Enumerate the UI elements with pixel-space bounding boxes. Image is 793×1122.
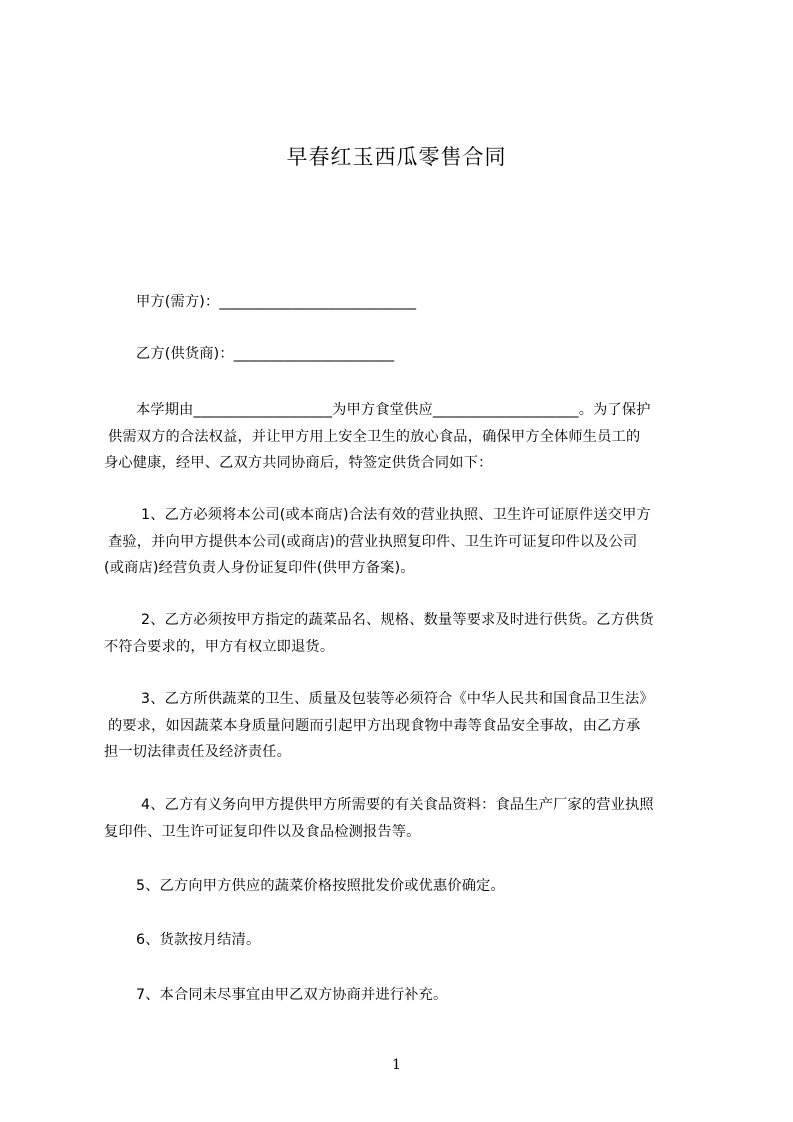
clause-7: 7、本合同未尽事宜由甲乙双方协商并进行补充。 bbox=[136, 987, 448, 1003]
page-number: 1 bbox=[392, 1057, 401, 1073]
party-a-line: 甲方(需方)：___________________________ bbox=[136, 294, 417, 310]
clause-4-line-1: 4、乙方有义务向甲方提供甲方所需要的有关食品资料：食品生产厂家的营业执照 bbox=[141, 797, 654, 813]
clause-1-line-2: 查验，并向甲方提供本公司(或商店)的营业执照复印件、卫生许可证复印件以及公司 bbox=[108, 534, 638, 550]
clause-1-line-3: (或商店)经营负责人身份证复印件(供甲方备案)。 bbox=[104, 560, 415, 576]
clause-3-line-2: 的要求，如因蔬菜本身质量问题而引起甲方出现食物中毒等食品安全事故，由乙方承 bbox=[108, 718, 641, 734]
clause-5: 5、乙方向甲方供应的蔬菜价格按照批发价或优惠价确定。 bbox=[136, 878, 505, 894]
intro-line-3: 身心健康，经甲、乙双方共同协商后，特签定供货合同如下： bbox=[104, 455, 493, 471]
party-b-line: 乙方(供货商)：______________________ bbox=[136, 346, 395, 362]
intro-line-2: 供需双方的合法权益，并让甲方用上安全卫生的放心食品，确保甲方全体师生员工的 bbox=[108, 429, 641, 445]
page-title: 早春红玉西瓜零售合同 bbox=[286, 145, 507, 169]
clause-1-line-1: 1、乙方必须将本公司(或本商店)合法有效的营业执照、卫生许可证原件送交甲方 bbox=[141, 507, 651, 523]
clause-3-line-3: 担一切法律责任及经济责任。 bbox=[104, 744, 292, 760]
clause-3-line-1: 3、乙方所供蔬菜的卫生、质量及包装等必须符合《中华人民共和国食品卫生法》 bbox=[141, 691, 654, 707]
clause-2-line-2: 不符合要求的，甲方有权立即退货。 bbox=[104, 639, 335, 655]
intro-line-1: 本学期由___________________为甲方食堂供应____________________。为了保护 bbox=[136, 402, 651, 418]
clause-2-line-1: 2、乙方必须按甲方指定的蔬菜品名、规格、数量等要求及时进行供货。乙方供货 bbox=[141, 612, 654, 628]
clause-4-line-2: 复印件、卫生许可证复印件以及食品检测报告等。 bbox=[104, 824, 421, 840]
clause-6: 6、货款按月结清。 bbox=[136, 932, 261, 948]
